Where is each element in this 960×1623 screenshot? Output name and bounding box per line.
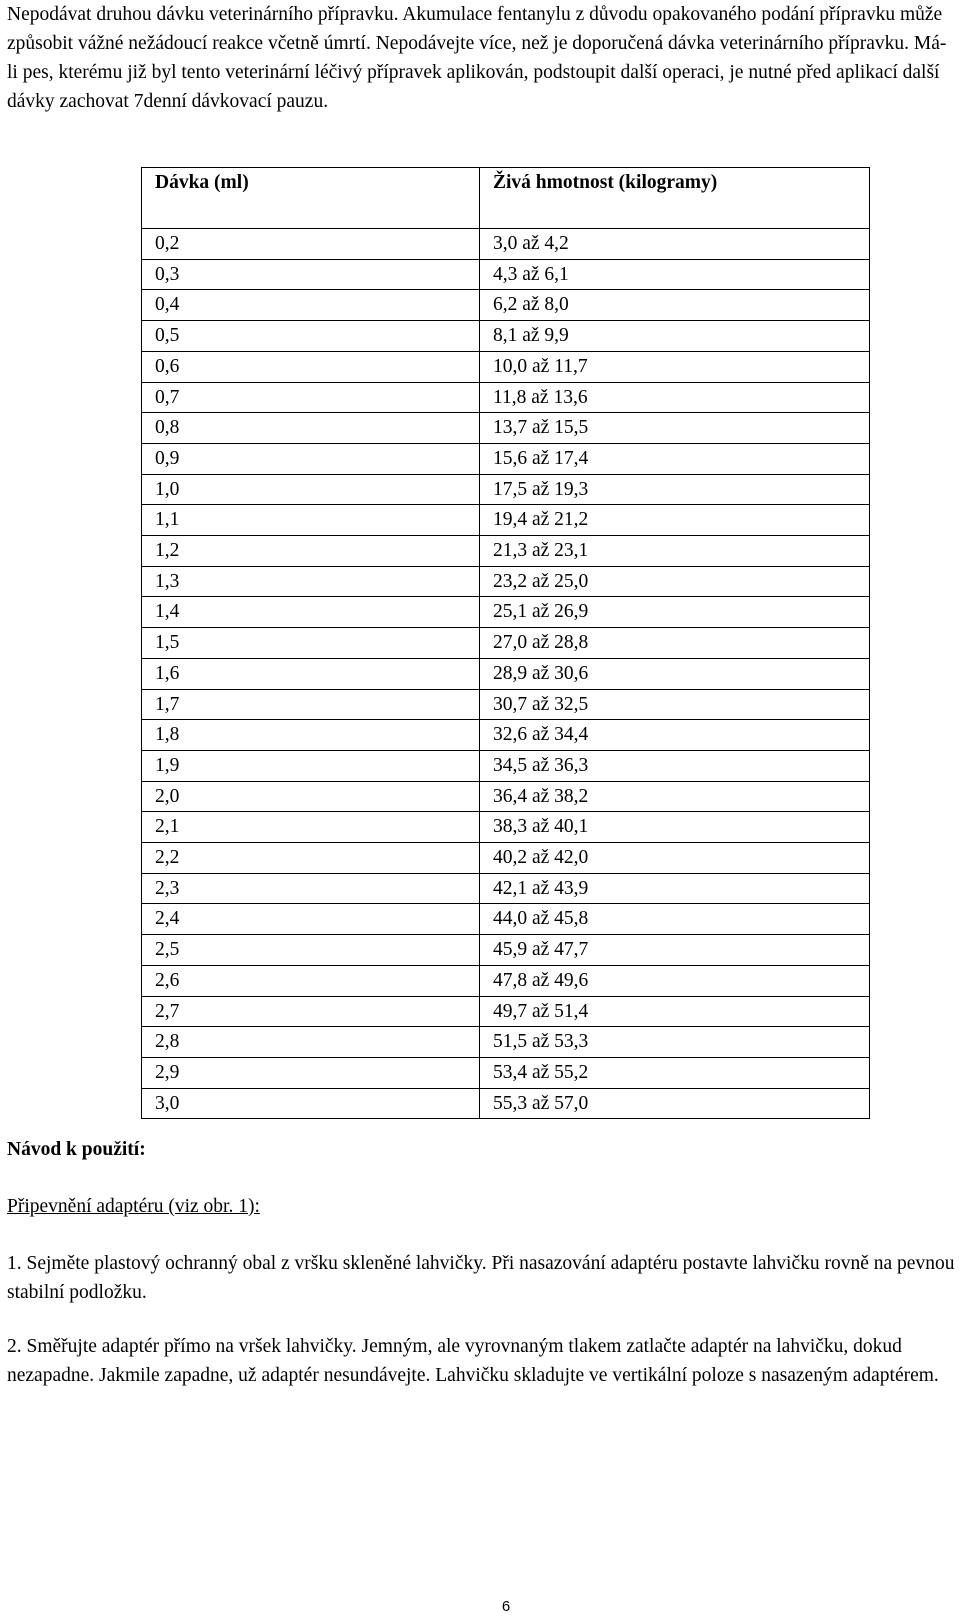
dose-cell: 2,1 — [142, 812, 480, 843]
dose-cell: 2,5 — [142, 935, 480, 966]
table-row — [142, 1057, 870, 1088]
table-row — [142, 965, 870, 996]
table-row — [142, 566, 870, 597]
intro-paragraph: Nepodávat druhou dávku veterinárního přípravku. Akumulace fentanylu z důvodu opakovaného podání přípravku může způsobit vážné nežádoucí reakce včetně úmrtí. Nepodávejte více, než je doporučená dávka veterinárního přípravku. Má-li pes, kterému již byl tento veterinární léčivý přípravek aplikován, podstoupit další operaci, je nutné před aplikací další dávky zachovat 7denní dávkovací pauzu. — [7, 4, 947, 112]
weight-cell: 44,0 až 45,8 — [480, 904, 870, 935]
dose-cell: 1,7 — [142, 689, 480, 720]
dose-cell: 0,5 — [142, 321, 480, 352]
dose-cell: 2,9 — [142, 1057, 480, 1088]
table-row — [142, 1027, 870, 1058]
dose-cell: 0,8 — [142, 413, 480, 444]
weight-cell: 23,2 až 25,0 — [480, 566, 870, 597]
weight-cell: 11,8 až 13,6 — [480, 382, 870, 413]
weight-cell: 8,1 až 9,9 — [480, 321, 870, 352]
dose-cell: 2,6 — [142, 965, 480, 996]
dose-cell: 1,0 — [142, 474, 480, 505]
table-body — [142, 229, 870, 1119]
dose-cell: 2,4 — [142, 904, 480, 935]
dose-cell: 1,3 — [142, 566, 480, 597]
table-row — [142, 873, 870, 904]
weight-cell: 32,6 až 34,4 — [480, 720, 870, 751]
weight-cell: 45,9 až 47,7 — [480, 935, 870, 966]
dose-cell: 2,7 — [142, 996, 480, 1027]
dose-cell: 0,3 — [142, 259, 480, 290]
table-row — [142, 413, 870, 444]
weight-cell: 3,0 až 4,2 — [480, 229, 870, 260]
weight-cell: 19,4 až 21,2 — [480, 505, 870, 536]
dose-cell: 2,0 — [142, 781, 480, 812]
weight-cell: 55,3 až 57,0 — [480, 1088, 870, 1119]
table-row — [142, 935, 870, 966]
dose-cell: 2,3 — [142, 873, 480, 904]
weight-cell: 17,5 až 19,3 — [480, 474, 870, 505]
table-row — [142, 474, 870, 505]
table-row — [142, 781, 870, 812]
weight-cell: 40,2 až 42,0 — [480, 843, 870, 874]
table-row — [142, 443, 870, 474]
dose-cell: 1,5 — [142, 628, 480, 659]
weight-cell: 51,5 až 53,3 — [480, 1027, 870, 1058]
weight-cell: 25,1 až 26,9 — [480, 597, 870, 628]
table-row — [142, 720, 870, 751]
dose-cell: 1,6 — [142, 658, 480, 689]
weight-cell: 42,1 až 43,9 — [480, 873, 870, 904]
weight-cell: 53,4 až 55,2 — [480, 1057, 870, 1088]
table-row — [142, 259, 870, 290]
instruction-step-2: 2. Směřujte adaptér přímo na vršek lahvičky. Jemným, ale vyrovnaným tlakem zatlačte adaptér na lahvičku, dokud nezapadne. Jakmile zapadne, už adaptér nesundávejte. Lahvičku skladujte ve vertikální poloze s nasazeným adaptérem. — [7, 1336, 939, 1386]
table-row — [142, 750, 870, 781]
table-row — [142, 382, 870, 413]
dose-cell: 3,0 — [142, 1088, 480, 1119]
table-row — [142, 321, 870, 352]
dose-cell: 0,6 — [142, 351, 480, 382]
dose-cell: 0,2 — [142, 229, 480, 260]
header-dose: Dávka (ml) — [142, 168, 480, 229]
dose-cell: 2,2 — [142, 843, 480, 874]
weight-cell: 47,8 až 49,6 — [480, 965, 870, 996]
weight-cell: 21,3 až 23,1 — [480, 536, 870, 567]
table-row — [142, 505, 870, 536]
table-row — [142, 812, 870, 843]
table-header-row — [142, 168, 870, 229]
table-row — [142, 689, 870, 720]
dose-cell: 0,9 — [142, 443, 480, 474]
table-row — [142, 904, 870, 935]
weight-cell: 36,4 až 38,2 — [480, 781, 870, 812]
instruction-step-1: 1. Sejměte plastový ochranný obal z vršku skleněné lahvičky. Při nasazování adaptéru postavte lahvičku rovně na pevnou stabilní podložku. — [7, 1253, 955, 1303]
table-row — [142, 229, 870, 260]
weight-cell: 6,2 až 8,0 — [480, 290, 870, 321]
dose-cell: 2,8 — [142, 1027, 480, 1058]
weight-cell: 30,7 až 32,5 — [480, 689, 870, 720]
page-number: 6 — [501, 1598, 511, 1615]
table-row — [142, 628, 870, 659]
dose-cell: 1,9 — [142, 750, 480, 781]
weight-cell: 4,3 až 6,1 — [480, 259, 870, 290]
table-row — [142, 996, 870, 1027]
weight-cell: 38,3 až 40,1 — [480, 812, 870, 843]
header-weight: Živá hmotnost (kilogramy) — [480, 168, 870, 229]
dose-cell: 0,7 — [142, 382, 480, 413]
weight-cell: 15,6 až 17,4 — [480, 443, 870, 474]
weight-cell: 34,5 až 36,3 — [480, 750, 870, 781]
table-row — [142, 290, 870, 321]
weight-cell: 27,0 až 28,8 — [480, 628, 870, 659]
weight-cell: 13,7 až 15,5 — [480, 413, 870, 444]
table-row — [142, 536, 870, 567]
subheading: Připevnění adaptéru (viz obr. 1): — [7, 1196, 260, 1217]
weight-cell: 49,7 až 51,4 — [480, 996, 870, 1027]
table-row — [142, 658, 870, 689]
table-row — [142, 597, 870, 628]
dose-cell: 1,1 — [142, 505, 480, 536]
dose-cell: 1,8 — [142, 720, 480, 751]
dose-cell: 0,4 — [142, 290, 480, 321]
weight-cell: 10,0 až 11,7 — [480, 351, 870, 382]
dose-cell: 1,4 — [142, 597, 480, 628]
table-row — [142, 843, 870, 874]
table-row — [142, 1088, 870, 1119]
weight-cell: 28,9 až 30,6 — [480, 658, 870, 689]
section-heading: Návod k použití: — [7, 1139, 146, 1160]
dose-cell: 1,2 — [142, 536, 480, 567]
dose-table — [141, 167, 870, 1119]
table-row — [142, 351, 870, 382]
